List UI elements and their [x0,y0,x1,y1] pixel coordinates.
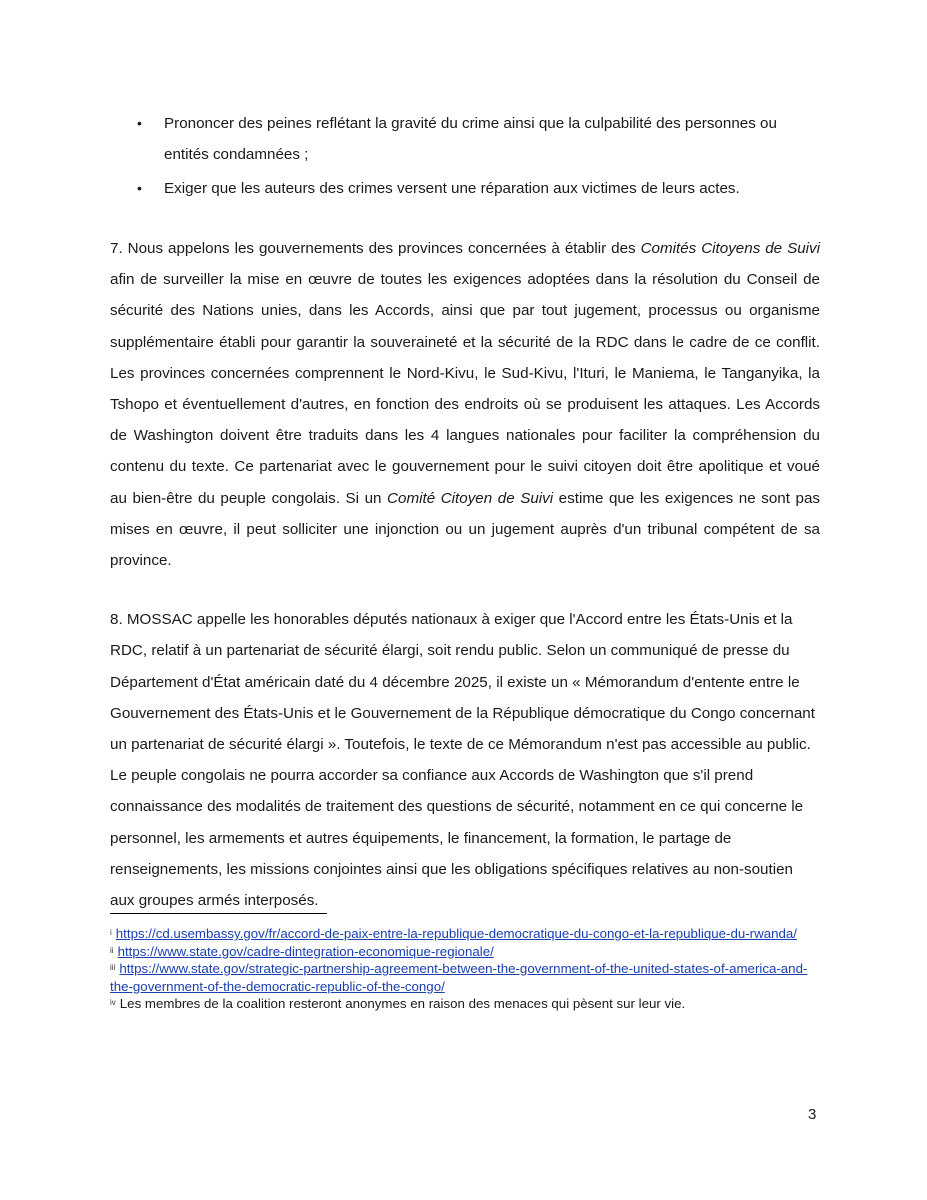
footnote-link[interactable]: https://www.state.gov/cadre-dintegration-economique-regionale/ [117,943,494,959]
paragraph-7 [110,233,820,576]
paragraph-7-italic-1: Comités Citoyens de Suivi [640,240,820,257]
bullet-icon: • [137,180,142,196]
footnote-marker: i [110,928,112,937]
page-number: 3 [808,1106,817,1123]
footnote-separator [110,913,327,914]
paragraph-7-text-3: estime que les exigences ne sont pas mises en œuvre, il peut solliciter une injonction ou un jugement auprès d'un tribunal compétent de sa province. [110,489,820,570]
main-content [110,108,820,916]
footnote-marker: ii [110,945,114,955]
footnote-marker: iii [110,963,116,972]
bullet-list [110,108,820,204]
paragraph-8: 8. MOSSAC appelle les honorables députés nationaux à exiger que l'Accord entre les États-Unis et la RDC, relatif à un partenariat de sécurité élargi, soit rendu public. Selon un communiqué de presse du Département d'État américain daté du 4 décembre 2025, il existe un « Mémorandum d'entente entre le Gouvernement des États-Unis et le Gouvernement de la République démocratique du Congo concernant un partenariat de sécurité élargi ». Toutefois, le texte de ce Mémorandum n'est pas accessible au public. Le peuple congolais ne pourra accorder sa confiance aux Accords de Washington que s'il prend connaissance des modalités de traitement des questions de sécurité, notamment en ce qui concerne le personnel, les armements et autres équipements, le financement, la formation, le partage de renseignements, les missions conjointes ainsi que les obligations spécifiques relatives au non-soutien aux groupes armés interposés. [110,611,815,910]
bullet-icon: • [137,115,142,131]
paragraph-7-text-2: afin de surveiller la mise en œuvre de toutes les exigences adoptées dans la résolution du Conseil de sécurité des Nations unies, dans les Accords, ainsi que par tout jugement, processus ou organisme supplémentaire établi pour garantir la souveraineté et la sécurité de la RDC dans le cadre de ce conflit. Les provinces concernées comprennent le Nord-Kivu, le Sud-Kivu, l'Ituri, le Maniema, le Tanganyika, la Tshopo et éventuellement d'autres, en fonction des endroits où se produisent les attaques. Les Accords de Washington doivent être traduits dans les 4 langues nationales pour faciliter la compréhension du contenu du texte. Ce partenariat avec le gouvernement pour le suivi citoyen doit être apolitique et voué au bien-être du peuple congolais. Si un [110,271,820,507]
paragraph-7-text-1: 7. Nous appelons les gouvernements des provinces concernées à établir des [110,240,641,257]
footnote [110,943,810,961]
list-item [110,108,820,170]
paragraph-7-italic-2: Comité Citoyen de Suivi [387,489,554,507]
bullet-text: Exiger que les auteurs des crimes versent une réparation aux victimes de leurs actes. [164,180,740,197]
footnote [110,925,810,943]
footnote-marker: iv [110,998,116,1007]
footnote [110,960,810,995]
footnote-link[interactable]: https://www.state.gov/strategic-partnership-agreement-between-the-government-of-the-united-states-of-america-and-the-government-of-the-democratic-republic-of-the-congo/ [110,961,808,994]
footnote [110,995,810,1013]
list-item [110,173,820,204]
bullet-text: Prononcer des peines reflétant la gravité du crime ainsi que la culpabilité des personnes ou entités condamnées ; [164,115,777,163]
footnote-text: Les membres de la coalition resteront anonymes en raison des menaces qui pèsent sur leur vie. [119,996,686,1011]
footnotes [110,925,810,1013]
footnote-link[interactable]: https://cd.usembassy.gov/fr/accord-de-paix-entre-la-republique-democratique-du-congo-et-la-republique-du-rwanda/ [115,926,797,941]
